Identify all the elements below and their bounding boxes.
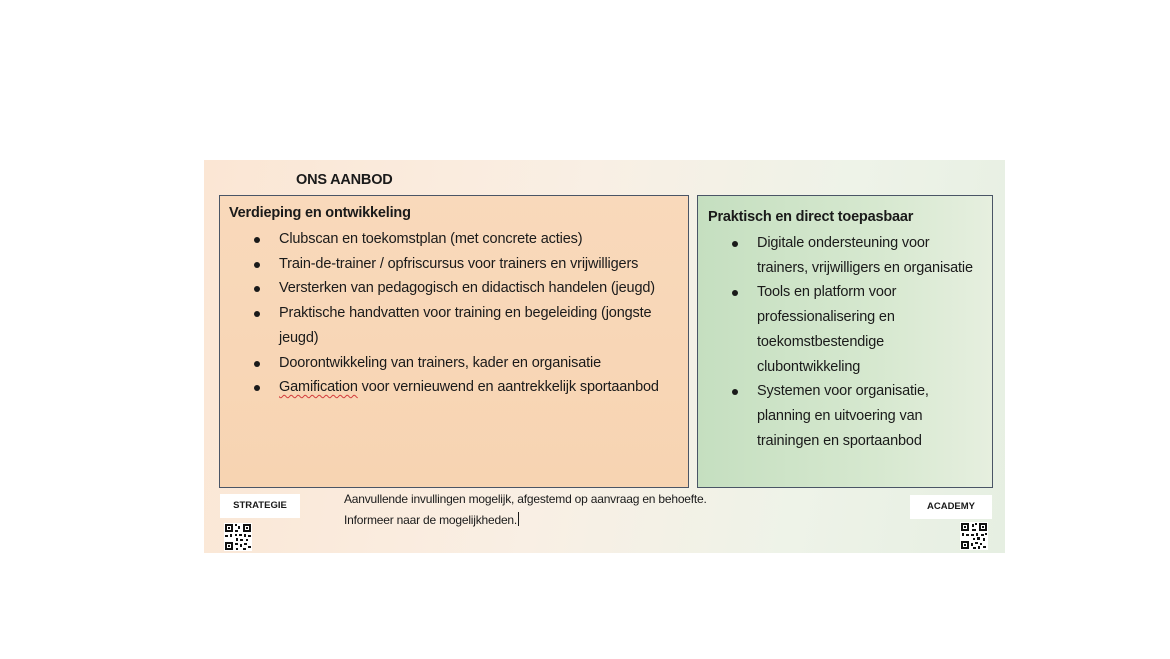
spellcheck-word: Gamification [279,379,358,396]
list-item: Versterken van pedagogisch en didactisch handelen (jeugd) [254,276,664,301]
footer-note [344,489,707,531]
right-offer-box [697,195,993,488]
left-offer-list [254,227,664,400]
right-box-title: Praktisch en direct toepasbaar [708,209,914,225]
left-offer-box [219,195,689,488]
footer-note-text: Informeer naar de mogelijkheden. [344,513,518,527]
text-cursor [518,512,519,526]
list-item: Doorontwikkeling van trainers, kader en organisatie [254,351,664,376]
qr-code-icon[interactable] [224,523,252,551]
footer-note-line: Aanvullende invullingen mogelijk, afgestemd op aanvraag en behoefte. [344,492,707,506]
list-item: Systemen voor organisatie, planning en uitvoering van trainingen en sportaanbod [732,379,982,453]
qr-code-icon[interactable] [960,522,988,550]
offer-slide [204,160,1005,553]
list-item: Tools en platform voor professionalisering en toekomstbestendige clubontwikkeling [732,280,982,379]
list-item: Digitale ondersteuning voor trainers, vrijwilligers en organisatie [732,231,982,280]
list-item: Praktische handvatten voor training en begeleiding (jongste jeugd) [254,301,664,350]
right-offer-list [732,231,982,453]
footer-note-line[interactable] [344,510,707,531]
academy-tag: ACADEMY [910,495,992,519]
list-item: Train-de-trainer / opfriscursus voor trainers en vrijwilligers [254,252,664,277]
left-box-title: Verdieping en ontwikkeling [229,205,411,221]
list-item [254,375,664,400]
list-item-text: voor vernieuwend en aantrekkelijk sportaanbod [357,379,659,396]
page-title: ONS AANBOD [296,172,393,188]
list-item: Clubscan en toekomstplan (met concrete acties) [254,227,664,252]
strategie-tag: STRATEGIE [220,494,300,518]
